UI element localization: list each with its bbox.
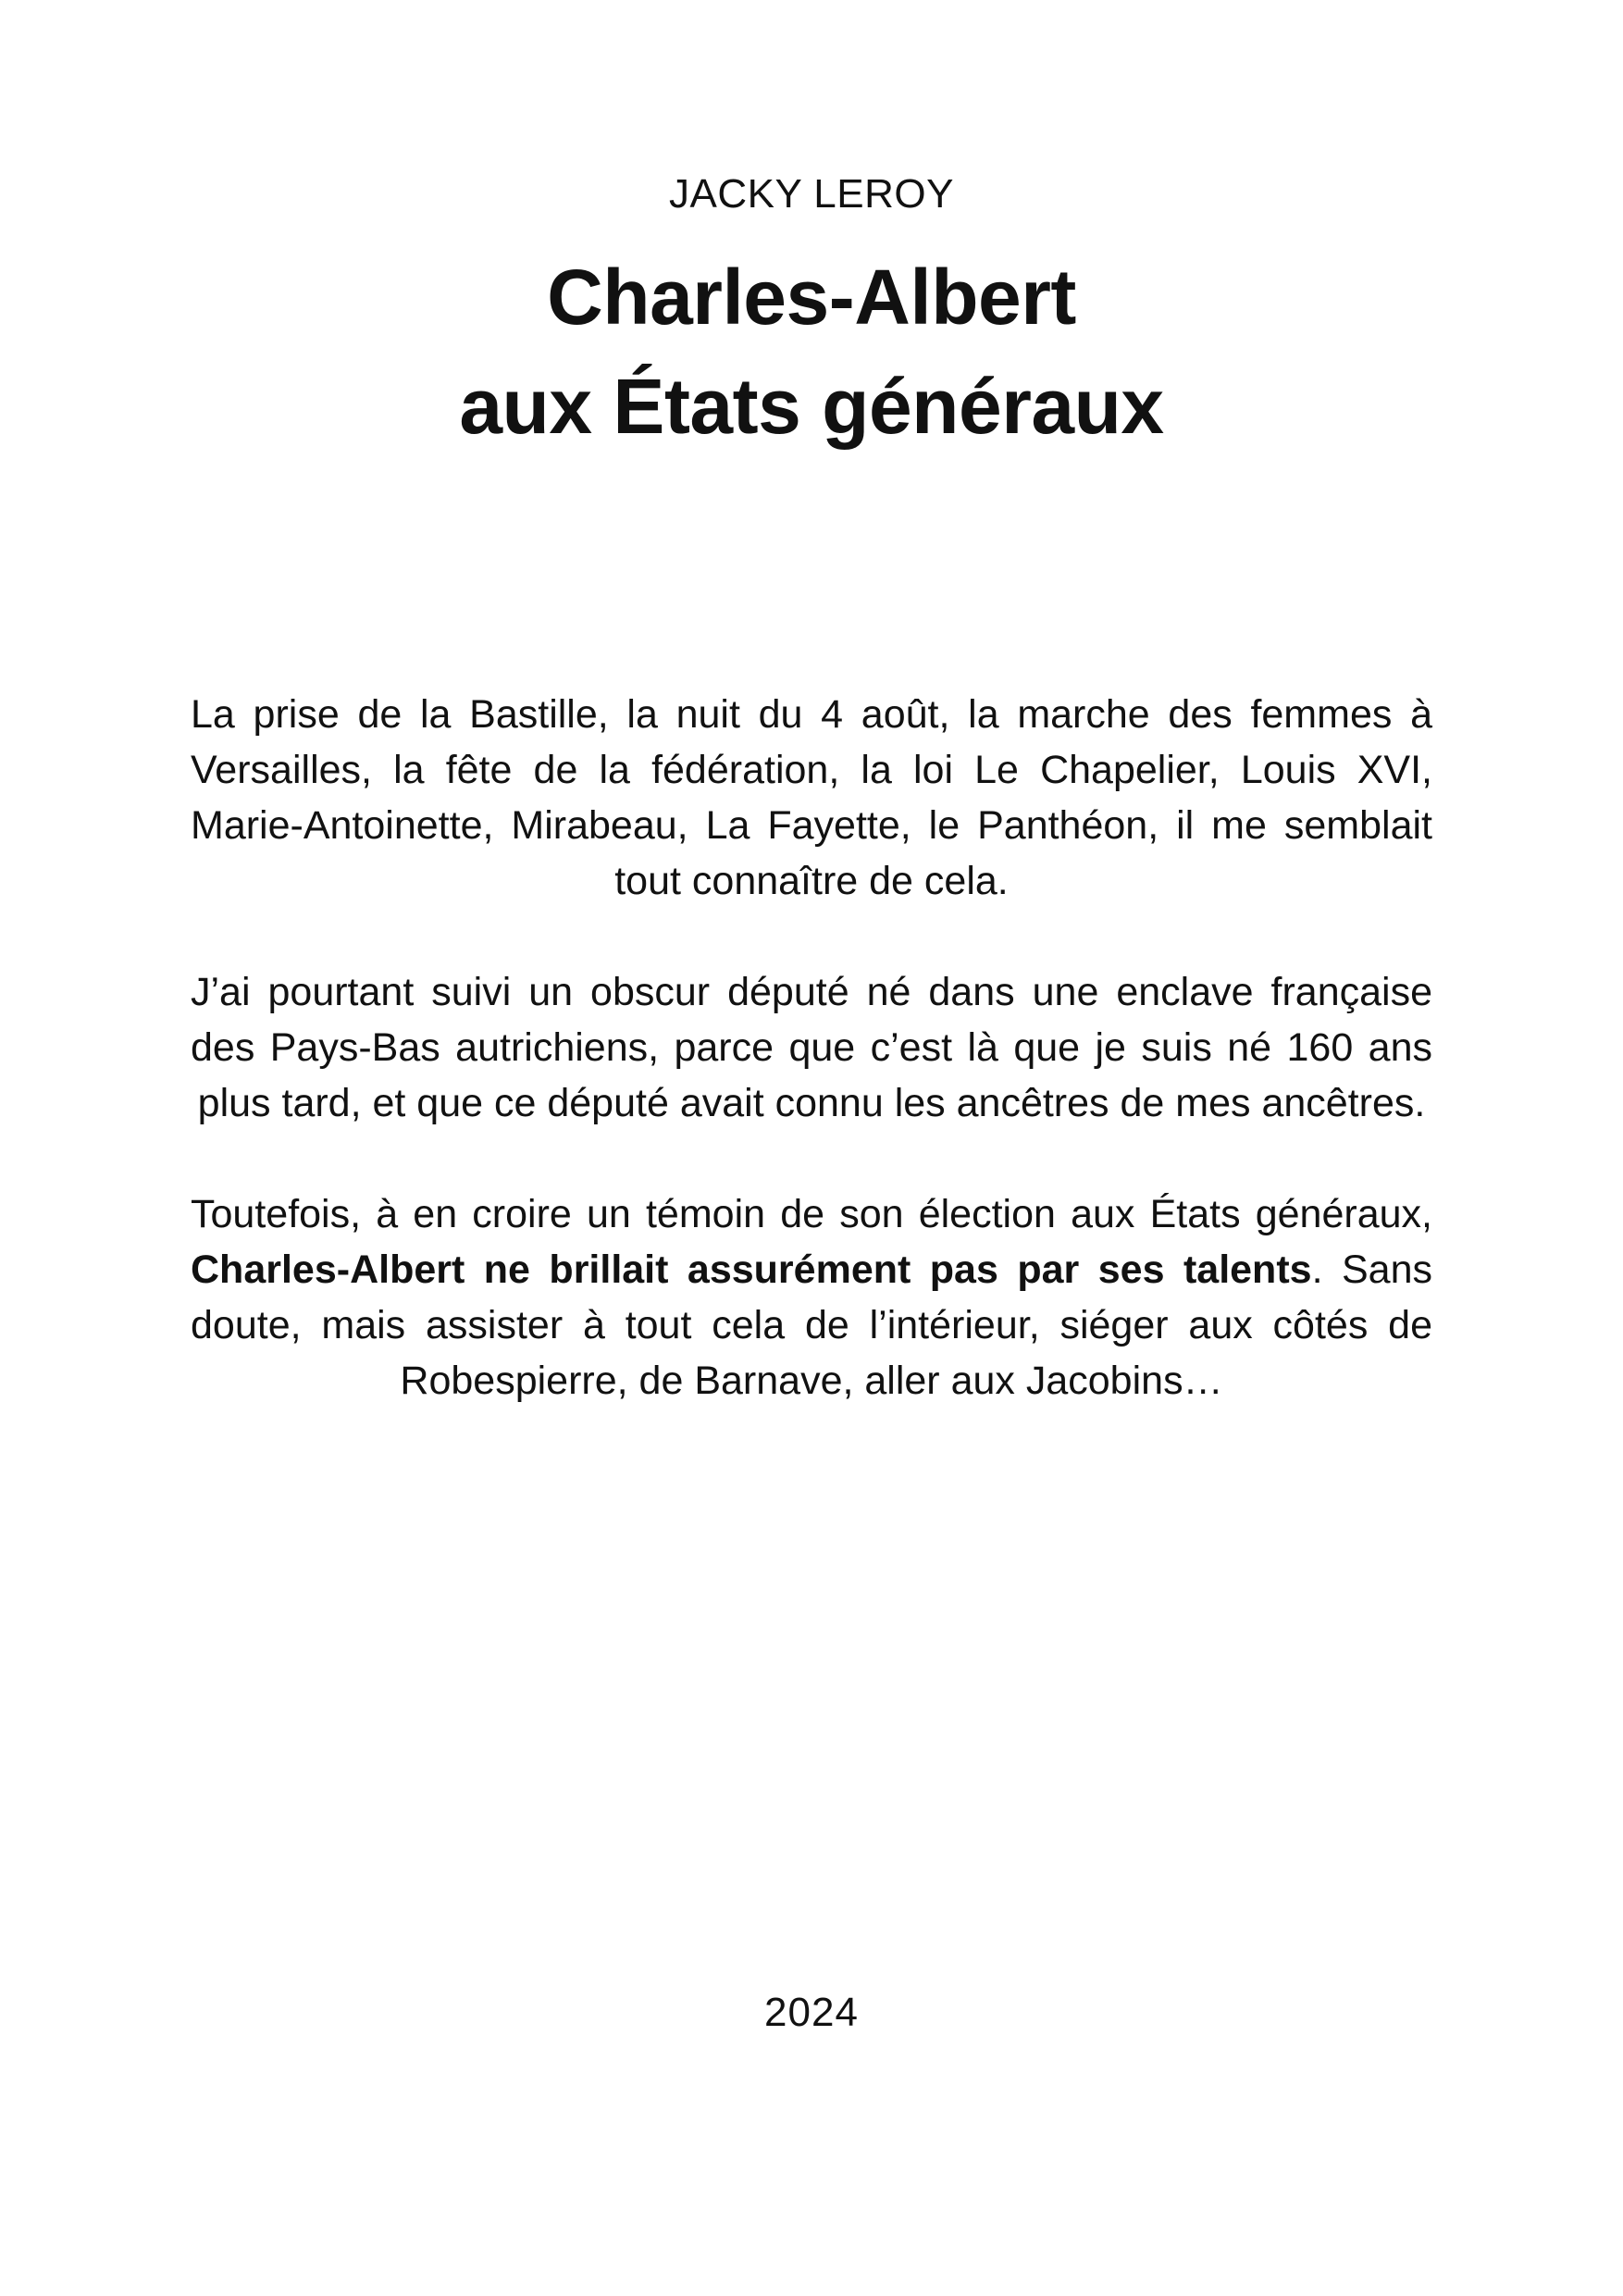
book-title [0, 242, 1623, 461]
blurb-paragraph-3-end: . Sans doute, mais assister à tout cela de l’intérieur, siéger aux côtés de Robespierre, de Barnave, aller aux Jacobins… [191, 1247, 1432, 1403]
author-name: JACKY LEROY [669, 171, 954, 217]
publication-year: 2024 [764, 1990, 859, 2035]
blurb-paragraph-1: La prise de la Bastille, la nuit du 4 août, la marche des femmes à Versailles, la fête de la fédération, la loi Le Chapelier, Louis XVI, Marie-Antoinette, Mirabeau, La Fayette, le Panthéon, il me semblait tout connaître de cela. [191, 692, 1432, 903]
blurb [191, 687, 1432, 1464]
blurb-paragraph-3-start: Toutefois, à en croire un témoin de son élection aux États généraux, [191, 1192, 1432, 1236]
title-line-2: aux États généraux [459, 363, 1164, 450]
blurb-paragraph-3-emphasis: Charles-Albert ne brillait assurément pas par ses talents [191, 1247, 1312, 1292]
blurb-paragraph-3 [191, 1186, 1432, 1409]
blurb-paragraph-2: J’ai pourtant suivi un obscur député né dans une enclave française des Pays-Bas autrichiens, parce que c’est là que je suis né 160 ans plus tard, et que ce député avait connu les ancêtres de mes ancêtres. [191, 970, 1432, 1125]
title-line-1: Charles-Albert [547, 254, 1076, 341]
